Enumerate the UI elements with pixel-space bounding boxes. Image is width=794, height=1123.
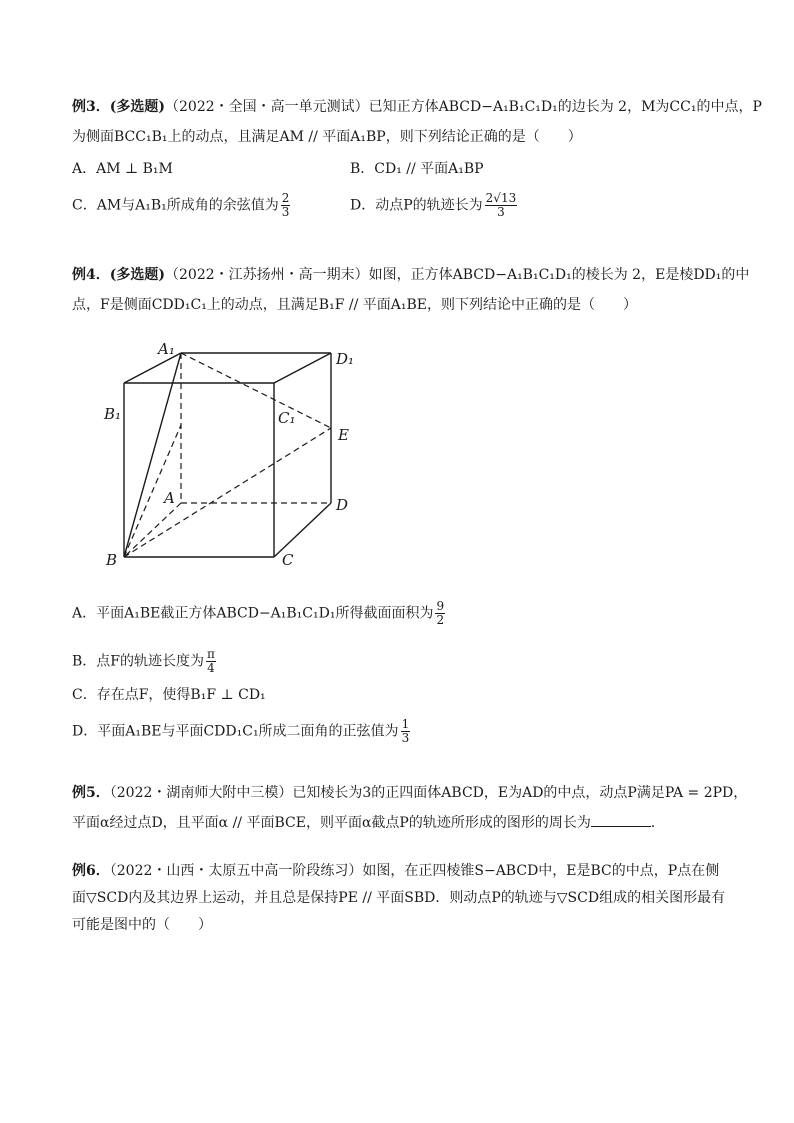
ex4-option-d	[72, 718, 412, 745]
ex3-text1: （2022・全国・高一单元测试）已知正方体ABCD−A₁B₁C₁D₁的边长为 2，M为CC₁的中点，P	[165, 99, 762, 115]
fraction-numerator: 2	[281, 191, 290, 205]
fraction-denominator: 4	[207, 661, 215, 675]
label-a1: A₁	[158, 340, 175, 358]
ex4-option-b	[72, 648, 218, 675]
ex6-line2: 面▽SCD内及其边界上运动，并且总是保持PE // 平面SBD．则动点P的轨迹与▽SCD组成的相关图形最有	[72, 890, 726, 906]
label-d: D	[336, 496, 349, 514]
ex3-option-d	[350, 192, 519, 219]
edge-d1-c1	[274, 353, 331, 383]
ex4-option-b-text: B．点F的轨迹长度为	[72, 653, 205, 670]
label-b1: B₁	[104, 405, 122, 423]
ex3-option-d-fraction	[485, 192, 518, 219]
ex3-option-a: A．AM ⊥ B₁M	[72, 161, 173, 177]
ex3-option-c-fraction	[281, 192, 291, 219]
ex4-option-c: C．存在点F，使得B₁F ⊥ CD₁	[72, 687, 266, 703]
ex4-option-a-fraction	[435, 600, 445, 627]
answer-blank[interactable]	[591, 812, 651, 827]
label-d1: D₁	[336, 350, 355, 368]
fraction-denominator: 3	[401, 731, 410, 745]
ex6-line3: 可能是图中的（ ）	[72, 917, 212, 933]
label-c1: C₁	[278, 409, 296, 427]
ex4-line1	[72, 266, 749, 284]
ex4-label: 例4．(多选题)	[72, 267, 165, 283]
fraction-numerator: 1	[401, 717, 410, 731]
ex5-label: 例5．	[72, 785, 110, 801]
label-c: C	[282, 551, 294, 569]
fraction-numerator: 2√13	[485, 191, 517, 205]
ex4-option-b-fraction	[206, 648, 216, 675]
ex3-option-d-text: D．动点P的轨迹长为	[350, 197, 483, 214]
ex3-option-c	[72, 192, 292, 219]
ex6-line1	[72, 862, 719, 880]
ex5-text2-end: ．	[650, 815, 665, 831]
ex4-line2: 点，F是侧面CDD₁C₁上的动点，且满足B₁F // 平面A₁BE，则下列结论中正确的是（ ）	[72, 297, 637, 313]
fraction-numerator: π	[207, 647, 215, 661]
ex3-label: 例3．(多选题)	[72, 99, 165, 115]
edge-d-c	[274, 503, 331, 557]
ex3-option-c-text: C．AM与A₁B₁所成角的余弦值为	[72, 197, 279, 214]
ex4-option-a	[72, 600, 447, 627]
ex4-option-a-text: A．平面A₁BE截正方体ABCD−A₁B₁C₁D₁所得截面面积为	[72, 605, 434, 622]
hidden-edge-a-b	[124, 503, 181, 557]
ex3-option-b: B．CD₁ // 平面A₁BP	[350, 161, 484, 177]
fraction-denominator: 3	[281, 205, 290, 219]
ex4-option-d-text: D．平面A₁BE与平面CDD₁C₁所成二面角的正弦值为	[72, 723, 399, 740]
ex6-text1: （2022・山西・太原五中高一阶段练习）如图，在正四棱锥S−ABCD中，E是BC的中点，P点在侧	[109, 863, 720, 879]
fraction-numerator: 9	[436, 599, 445, 613]
cube-figure	[96, 335, 366, 575]
ex4-text1: （2022・江苏扬州・高一期末）如图，正方体ABCD−A₁B₁C₁D₁的棱长为 2，E是棱DD₁的中	[165, 267, 750, 283]
ex3-line1	[72, 98, 762, 116]
label-a: A	[164, 489, 175, 507]
ex5-line1	[72, 784, 747, 802]
fraction-denominator: 2	[436, 613, 445, 627]
label-b: B	[106, 551, 118, 569]
ex4-option-d-fraction	[401, 718, 411, 745]
ex5-text2: 平面α经过点D，且平面α // 平面BCE，则平面α截点P的轨迹所形成的图形的周长为	[72, 815, 591, 831]
ex6-label: 例6．	[72, 863, 110, 879]
ex5-text1: （2022・湖南师大附中三模）已知棱长为3的正四面体ABCD，E为AD的中点，动点P满足PA = 2PD，	[109, 785, 748, 801]
ex5-line2	[72, 812, 665, 832]
label-e: E	[338, 426, 349, 444]
fraction-denominator: 3	[497, 205, 505, 219]
ex3-line2: 为侧面BCC₁B₁上的动点，且满足AM // 平面A₁BP，则下列结论正确的是（ ）	[72, 129, 582, 145]
